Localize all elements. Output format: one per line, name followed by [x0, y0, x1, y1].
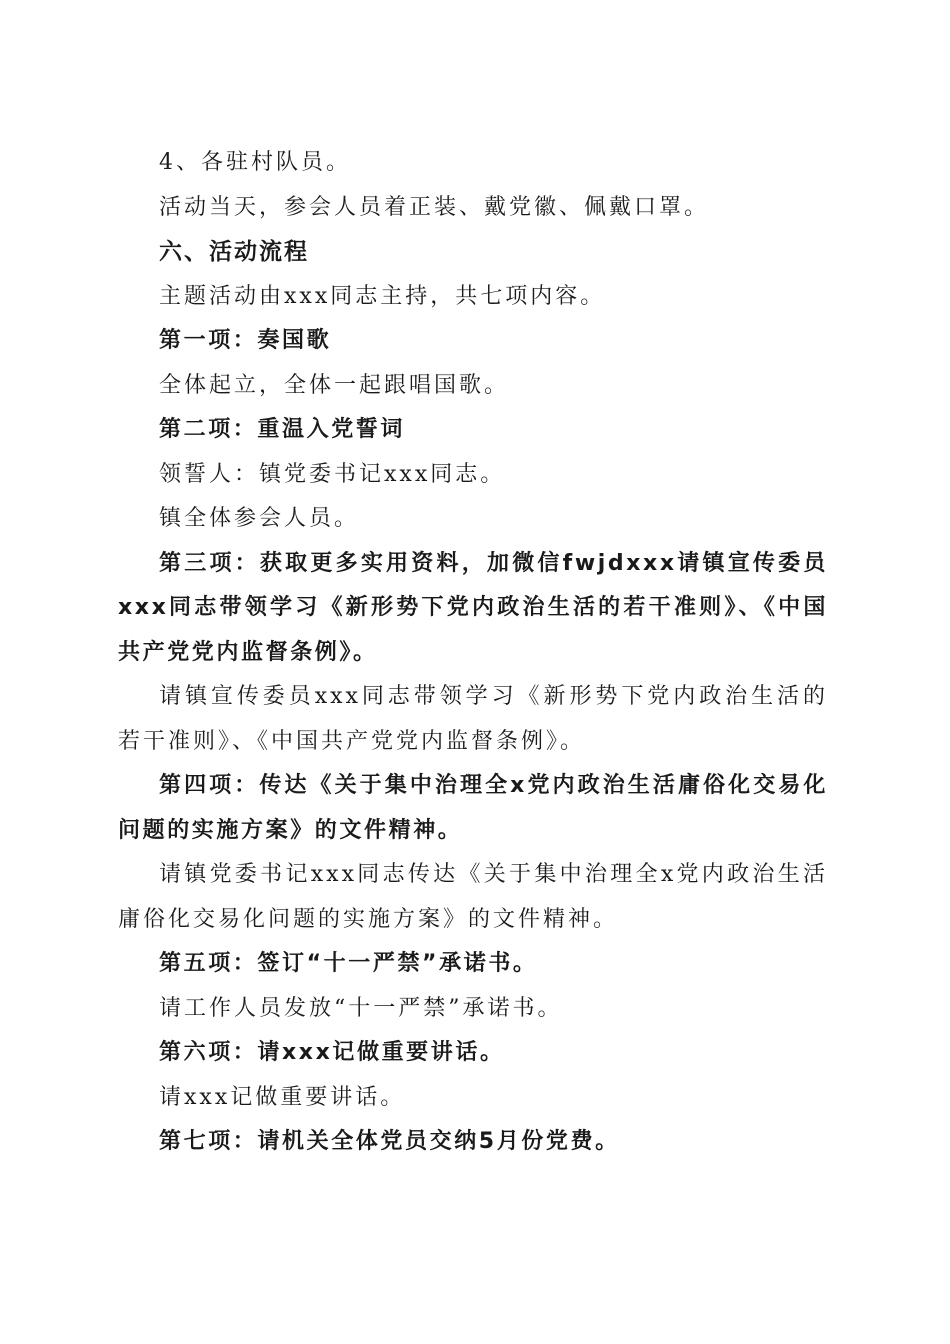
item-7-title: 第七项：请机关全体党员交纳5月份党费。 — [159, 1129, 620, 1154]
item-4-title: 第四项：传达《关于集中治理全x党内政治生活庸俗化交易化问题的实施方案》的文件精神。 — [118, 773, 828, 843]
item-2-title: 第二项：重温入党誓词 — [159, 417, 406, 442]
item-1-body: 全体起立，全体一起跟唱国歌。 — [159, 372, 510, 398]
item-3-title: 第三项：获取更多实用资料，加微信fwjdxxx请镇宣传委员xxx同志带领学习《新形势下党内政治生活的若干准则》、《中国共产党党内监督条例》。 — [118, 550, 828, 665]
section-heading-activity-flow: 六、活动流程 — [159, 239, 309, 265]
item-3-body: 请镇宣传委员xxx同志带领学习《新形势下党内政治生活的若干准则》、《中国共产党党内监督条例》。 — [118, 684, 828, 754]
item-5-title: 第五项：签订“十一严禁”承诺书。 — [159, 951, 538, 976]
item-2-body-participants: 镇全体参会人员。 — [159, 506, 360, 531]
paragraph-host: 主题活动由xxx同志主持，共七项内容。 — [159, 283, 606, 309]
paragraph-dress-code: 活动当天，参会人员着正装、戴党徽、佩戴口罩。 — [159, 194, 710, 220]
item-2-body-leader: 领誓人：镇党委书记xxx同志。 — [159, 461, 506, 487]
document-page — [118, 141, 828, 1165]
item-5-body: 请工作人员发放“十一严禁”承诺书。 — [159, 995, 563, 1021]
paragraph-village-members: 4、各驻村队员。 — [159, 150, 351, 175]
item-1-title: 第一项：奏国歌 — [159, 328, 332, 353]
item-4-body: 请镇党委书记xxx同志传达《关于集中治理全x党内政治生活庸俗化交易化问题的实施方案》的文件精神。 — [118, 862, 828, 932]
item-6-title: 第六项：请xxx记做重要讲话。 — [159, 1040, 505, 1065]
item-6-body: 请xxx记做重要讲话。 — [159, 1084, 406, 1110]
